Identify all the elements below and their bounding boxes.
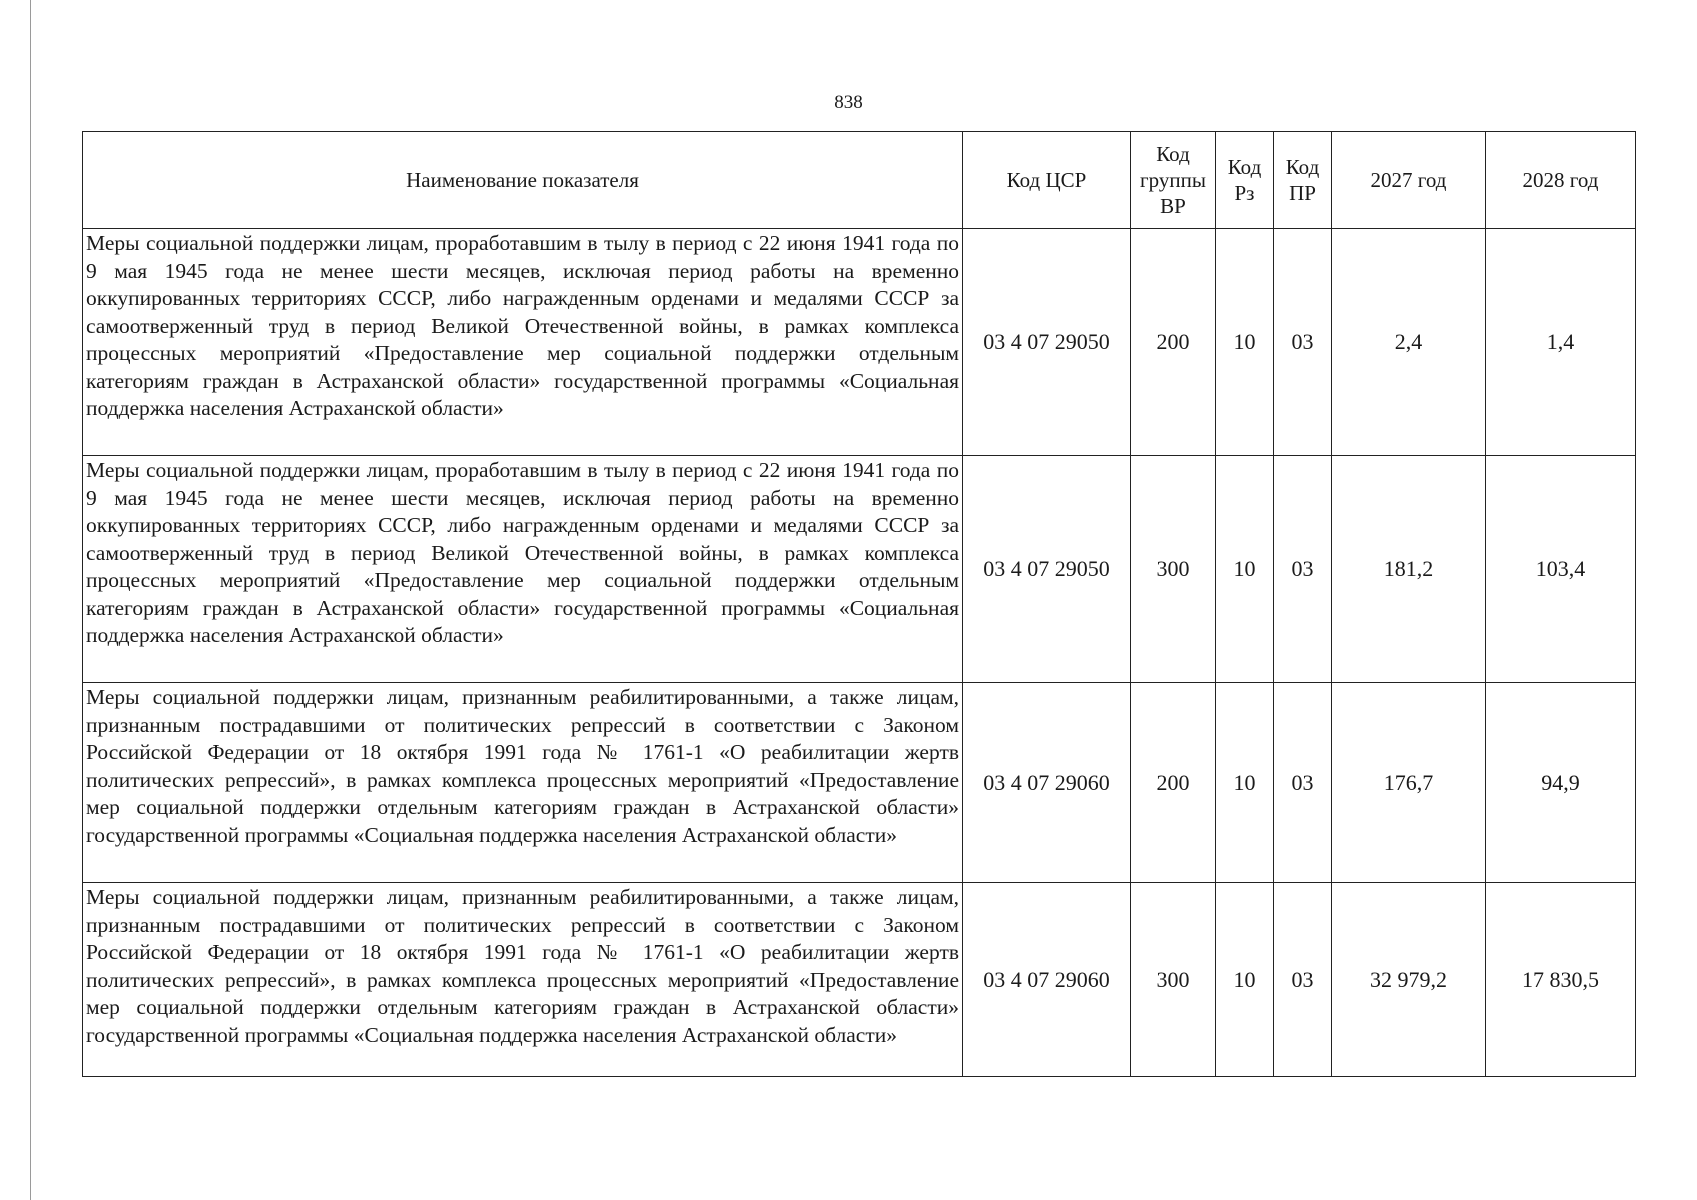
cell-year-2027: 176,7 xyxy=(1332,683,1486,883)
header-vr-group-code: Код группы ВР xyxy=(1131,132,1216,229)
header-year-2027: 2027 год xyxy=(1332,132,1486,229)
cell-indicator-name: Меры социальной поддержки лицам, проработавшим в тылу в период с 22 июня 1941 года по 9 мая 1945 года не менее шести месяцев, исключая период работы на временно оккупированных территориях СССР, либо награжденным орденами и медалями СССР за самоотверженный труд в период Великой Отечественной войны, в рамках комплекса процессных мероприятий «Предоставление мер социальной поддержки отдельным категориям граждан в Астраханской области» государственной программы «Социальная поддержка населения Астраханской области» xyxy=(83,456,963,683)
cell-year-2028: 1,4 xyxy=(1486,229,1636,456)
cell-year-2028: 17 830,5 xyxy=(1486,883,1636,1077)
cell-vr-group-code: 200 xyxy=(1131,683,1216,883)
cell-csr-code: 03 4 07 29060 xyxy=(963,683,1131,883)
cell-rz-code: 10 xyxy=(1216,456,1274,683)
cell-year-2028: 103,4 xyxy=(1486,456,1636,683)
cell-csr-code: 03 4 07 29050 xyxy=(963,456,1131,683)
cell-year-2027: 32 979,2 xyxy=(1332,883,1486,1077)
table-header-row xyxy=(83,132,1636,229)
cell-indicator-name: Меры социальной поддержки лицам, признанным реабилитированными, а также лицам, признанным пострадавшими от политических репрессий в соответствии с Законом Российской Федерации от 18 октября 1991 года № 1761-1 «О реабилитации жертв политических репрессий», в рамках комплекса процессных мероприятий «Предоставление мер социальной поддержки отдельным категориям граждан в Астраханской области» государственной программы «Социальная поддержка населения Астраханской области» xyxy=(83,683,963,883)
cell-pr-code: 03 xyxy=(1274,883,1332,1077)
cell-rz-code: 10 xyxy=(1216,683,1274,883)
header-rz-code: Код Рз xyxy=(1216,132,1274,229)
cell-pr-code: 03 xyxy=(1274,229,1332,456)
cell-pr-code: 03 xyxy=(1274,683,1332,883)
cell-year-2027: 2,4 xyxy=(1332,229,1486,456)
cell-csr-code: 03 4 07 29060 xyxy=(963,883,1131,1077)
cell-vr-group-code: 200 xyxy=(1131,229,1216,456)
cell-csr-code: 03 4 07 29050 xyxy=(963,229,1131,456)
page-number: 838 xyxy=(834,92,863,113)
scan-edge-line xyxy=(30,0,31,1200)
header-indicator-name: Наименование показателя xyxy=(83,132,963,229)
cell-pr-code: 03 xyxy=(1274,456,1332,683)
cell-year-2027: 181,2 xyxy=(1332,456,1486,683)
table-row xyxy=(83,229,1636,456)
header-pr-code: Код ПР xyxy=(1274,132,1332,229)
header-csr-code: Код ЦСР xyxy=(963,132,1131,229)
cell-indicator-name: Меры социальной поддержки лицам, проработавшим в тылу в период с 22 июня 1941 года по 9 мая 1945 года не менее шести месяцев, исключая период работы на временно оккупированных территориях СССР, либо награжденным орденами и медалями СССР за самоотверженный труд в период Великой Отечественной войны, в рамках комплекса процессных мероприятий «Предоставление мер социальной поддержки отдельным категориям граждан в Астраханской области» государственной программы «Социальная поддержка населения Астраханской области» xyxy=(83,229,963,456)
table-row xyxy=(83,883,1636,1077)
header-year-2028: 2028 год xyxy=(1486,132,1636,229)
cell-rz-code: 10 xyxy=(1216,229,1274,456)
cell-rz-code: 10 xyxy=(1216,883,1274,1077)
table-row xyxy=(83,683,1636,883)
table-row xyxy=(83,456,1636,683)
budget-table xyxy=(82,131,1636,1077)
cell-year-2028: 94,9 xyxy=(1486,683,1636,883)
cell-vr-group-code: 300 xyxy=(1131,883,1216,1077)
cell-indicator-name: Меры социальной поддержки лицам, признанным реабилитированными, а также лицам, признанным пострадавшими от политических репрессий в соответствии с Законом Российской Федерации от 18 октября 1991 года № 1761-1 «О реабилитации жертв политических репрессий», в рамках комплекса процессных мероприятий «Предоставление мер социальной поддержки отдельным категориям граждан в Астраханской области» государственной программы «Социальная поддержка населения Астраханской области» xyxy=(83,883,963,1077)
cell-vr-group-code: 300 xyxy=(1131,456,1216,683)
